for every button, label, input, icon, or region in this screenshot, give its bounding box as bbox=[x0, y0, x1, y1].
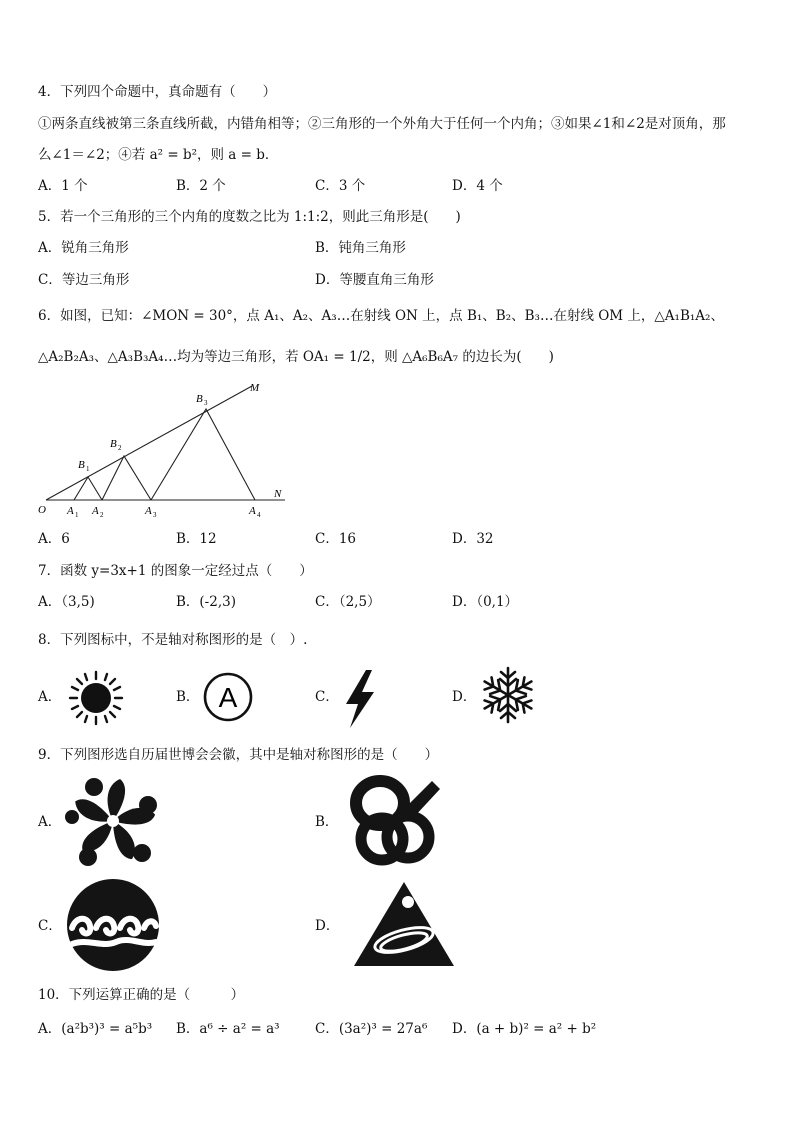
lightning-icon bbox=[340, 668, 380, 730]
q10-option-a[interactable]: A．(a²b³)³ = a⁵b³ bbox=[38, 1021, 153, 1037]
label-o: O bbox=[38, 504, 46, 516]
circled-letter-icon bbox=[202, 671, 254, 723]
q6-option-d[interactable]: D．32 bbox=[452, 531, 494, 547]
q10-option-b[interactable]: B．a⁶ ÷ a² = a³ bbox=[176, 1021, 280, 1037]
sub-a1: 1 bbox=[75, 511, 79, 519]
q6-option-b[interactable]: B．12 bbox=[176, 531, 217, 547]
triangle-1 bbox=[74, 477, 102, 500]
q8-option-a[interactable]: A． bbox=[38, 689, 62, 705]
q7-stem: 7．函数 y=3x+1 的图象一定经过点（ ） bbox=[38, 563, 313, 579]
q4-option-d[interactable]: D．4 个 bbox=[452, 178, 503, 194]
q10-option-c[interactable]: C．(3a²)³ = 27a⁶ bbox=[315, 1021, 428, 1037]
q5-option-b[interactable]: B．钝角三角形 bbox=[315, 240, 406, 256]
q8-option-d[interactable]: D． bbox=[452, 689, 477, 705]
label-b3: B bbox=[196, 393, 203, 405]
q7-option-b[interactable]: B．(-2,3) bbox=[176, 594, 236, 610]
triangle-2 bbox=[102, 456, 151, 500]
label-a3: A bbox=[145, 505, 152, 517]
q9-stem: 9．下列图形选自历届世博会会徽，其中是轴对称图形的是（ ） bbox=[38, 747, 439, 763]
q7-option-d[interactable]: D．（0,1） bbox=[452, 594, 519, 610]
q5-stem: 5．若一个三角形的三个内角的度数之比为 1:1:2，则此三角形是( ) bbox=[38, 209, 461, 225]
q8-option-c[interactable]: C． bbox=[315, 689, 339, 705]
q6-line2: △A₂B₂A₃、△A₃B₃A₄…均为等边三角形，若 OA₁ = 1/2，则 △A₆B₆A₇ 的边长为( ) bbox=[38, 349, 554, 365]
circled-letter-text: A bbox=[218, 682, 238, 713]
sub-a2: 2 bbox=[100, 511, 104, 519]
triangle-3 bbox=[151, 409, 255, 500]
q5-option-c[interactable]: C．等边三角形 bbox=[38, 272, 130, 288]
q9-option-c[interactable]: C． bbox=[38, 918, 62, 934]
q5-option-d[interactable]: D．等腰直角三角形 bbox=[315, 272, 434, 288]
q5-option-a[interactable]: A．锐角三角形 bbox=[38, 240, 129, 256]
label-a4: A bbox=[249, 505, 256, 517]
q4-line1: ①两条直线被第三条直线所截，内错角相等；②三角形的一个外角大于任何一个内角；③如果∠1和∠2是对顶角，那 bbox=[38, 116, 726, 132]
sun-icon bbox=[66, 670, 126, 726]
q8-stem: 8．下列图标中，不是轴对称图形的是（ ）. bbox=[38, 632, 308, 648]
q4-option-c[interactable]: C．3 个 bbox=[315, 178, 366, 194]
rings-emblem-icon bbox=[344, 775, 444, 867]
q7-option-c[interactable]: C．（2,5） bbox=[315, 594, 381, 610]
q4-option-b[interactable]: B．2 个 bbox=[176, 178, 226, 194]
triangle-emblem-icon bbox=[350, 880, 458, 970]
q4-line2: 么∠1＝∠2；④若 a² = b²，则 a = b． bbox=[38, 147, 279, 163]
sub-b2: 2 bbox=[118, 444, 122, 452]
q8-option-b[interactable]: B． bbox=[176, 689, 200, 705]
q4-option-a[interactable]: A．1 个 bbox=[38, 178, 88, 194]
label-a1: A bbox=[67, 505, 74, 517]
q10-stem: 10．下列运算正确的是（ ） bbox=[38, 987, 245, 1003]
sub-a3: 3 bbox=[153, 511, 157, 519]
flower-emblem-icon bbox=[64, 773, 162, 869]
q10-option-d[interactable]: D．(a + b)² = a² + b² bbox=[452, 1021, 597, 1037]
q6-line1: 6．如图，已知：∠MON = 30°，点 A₁、A₂、A₃…在射线 ON 上，点 B₁、B₂、B₃…在射线 OM 上，△A₁B₁A₂、 bbox=[38, 308, 724, 324]
ray-om bbox=[46, 386, 252, 500]
q4-stem: 4．下列四个命题中，真命题有（ ） bbox=[38, 84, 277, 100]
snowflake-icon bbox=[478, 664, 538, 726]
q6-figure bbox=[30, 378, 300, 520]
sub-b3: 3 bbox=[204, 399, 208, 407]
sub-a4: 4 bbox=[257, 511, 261, 519]
label-n: N bbox=[274, 488, 282, 500]
sub-b1: 1 bbox=[86, 465, 90, 473]
label-m: M bbox=[250, 382, 260, 394]
label-b2: B bbox=[110, 438, 117, 450]
waves-emblem-icon bbox=[62, 876, 164, 974]
q9-option-b[interactable]: B． bbox=[315, 814, 339, 830]
q9-option-d[interactable]: D． bbox=[315, 918, 340, 934]
label-a2: A bbox=[92, 505, 99, 517]
q6-option-c[interactable]: C．16 bbox=[315, 531, 357, 547]
q6-option-a[interactable]: A．6 bbox=[38, 531, 70, 547]
q7-option-a[interactable]: A．（3,5) bbox=[38, 594, 95, 610]
q9-option-a[interactable]: A． bbox=[38, 814, 62, 830]
label-b1: B bbox=[78, 459, 85, 471]
